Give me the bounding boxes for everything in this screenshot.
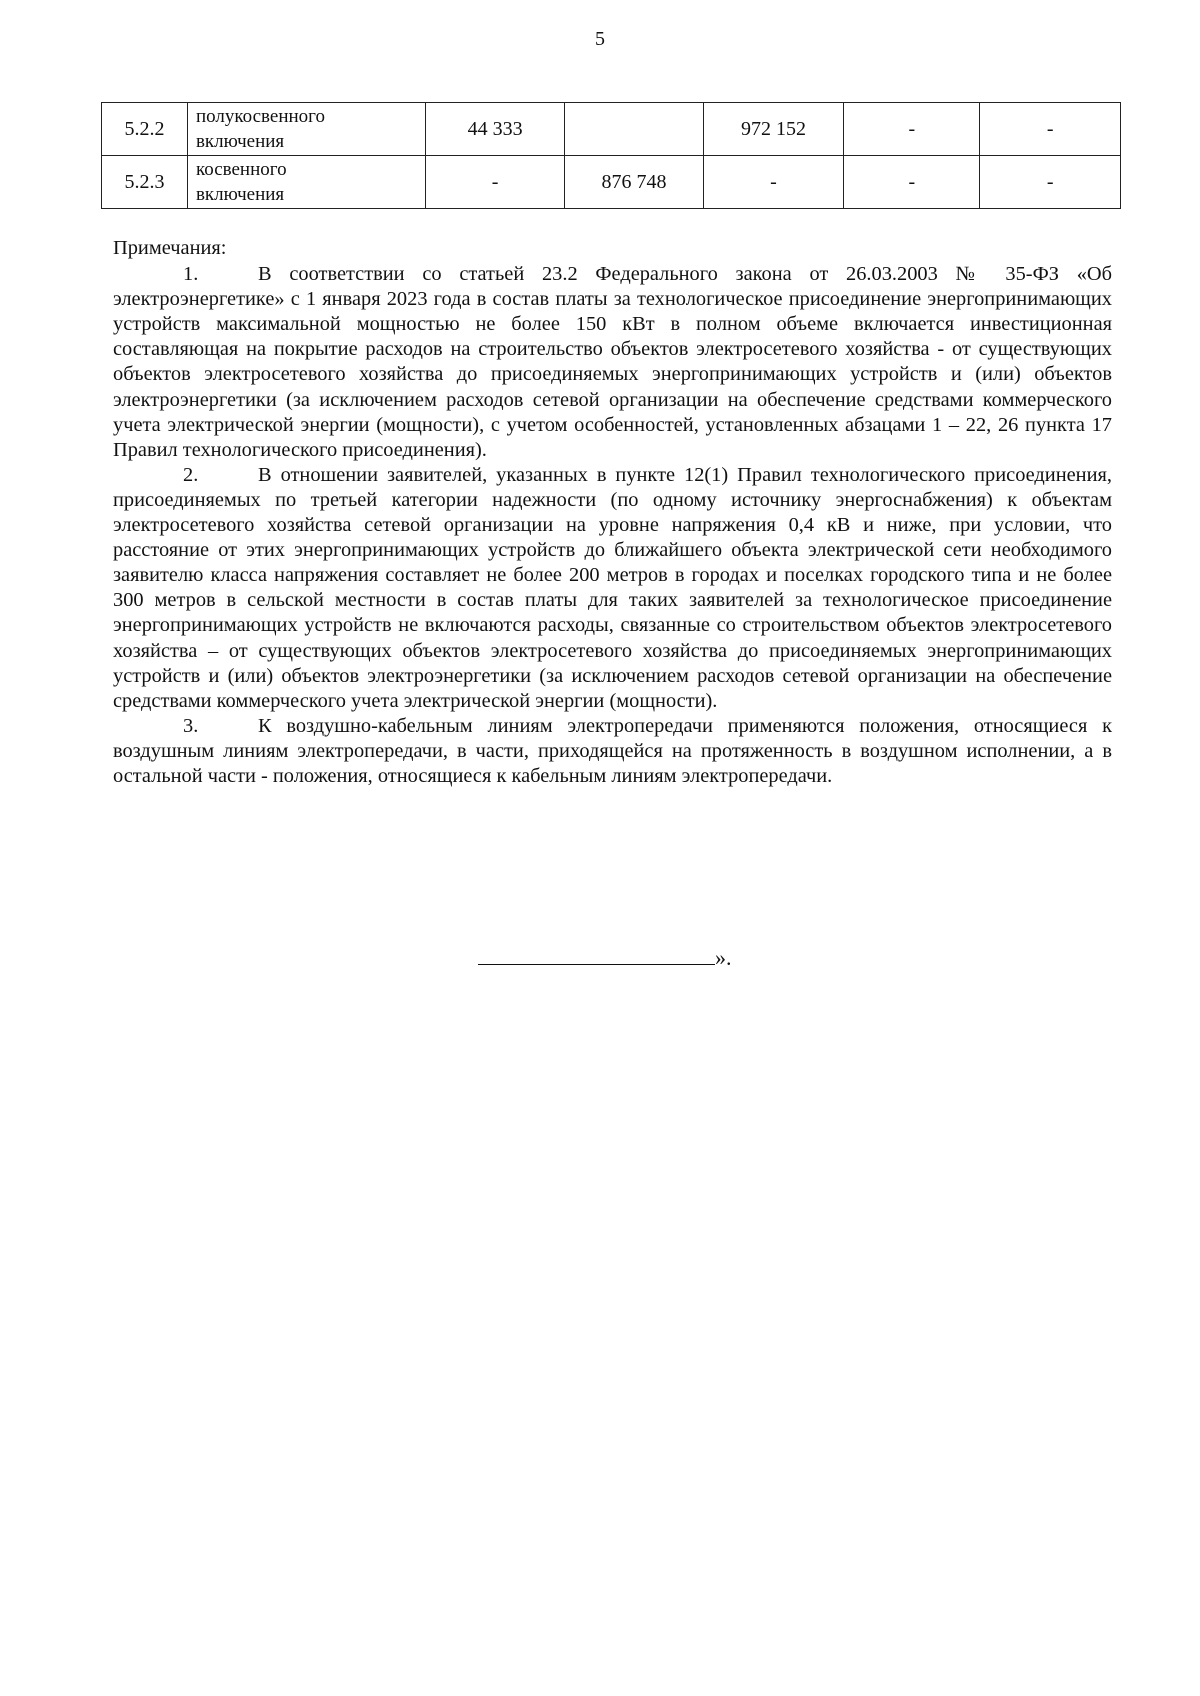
note-item (113, 463, 1112, 714)
row-label-line: полукосвенного (195, 106, 325, 127)
row-label-line: включения (195, 184, 285, 205)
note-text-line: к кабельным линиям электропередачи. (496, 764, 833, 787)
row-label (187, 103, 425, 156)
row-label (187, 156, 425, 209)
table-cell: 876 748 (565, 156, 703, 209)
page-number: 5 (595, 28, 605, 50)
closing-quote: ». (715, 945, 732, 970)
notes-list (113, 262, 1112, 789)
note-text-line: не включаются расходы, связанные со строительством объектов электросетевого хозяйства – (113, 614, 1112, 662)
note-text-line: включается инвестиционная составляющая на покрытие расходов на строительство объектов (113, 313, 1113, 361)
note-text-line: В отношении заявителей, указанных в пункте 12(1) Правил технологического (258, 463, 966, 486)
closing-signature-line (478, 945, 732, 971)
row-label-line: включения (195, 131, 285, 152)
table-cell: - (980, 156, 1121, 209)
table-cell (565, 103, 703, 156)
table-row (102, 103, 1121, 156)
note-number: 2. (183, 463, 199, 486)
note-paragraph (113, 714, 1112, 789)
blank-line (478, 946, 715, 965)
note-text-line: воздушным линиям электропередачи, в части, приходящейся (113, 739, 663, 762)
note-paragraph (113, 262, 1112, 463)
row-code: 5.2.2 (102, 103, 188, 156)
note-text-line: на обеспечение средствами коммерческого учета электрической энергии (мощности). (113, 664, 1113, 712)
note-text-line: энергопринимающих устройств максимальной мощностью не более 150 кВт в полном объеме (113, 288, 1112, 336)
note-text-line: электрической сети необходимого заявителю класса напряжения составляет не более (113, 539, 1112, 587)
note-number: 1. (183, 263, 199, 286)
note-text-line: устройств и (или) объектов электроэнергетики (за исключением расходов сетевой организации (113, 664, 968, 687)
table-cell: - (425, 156, 564, 209)
note-text-line: платы для таких заявителей за технологическое присоединение энергопринимающих устройств (113, 589, 1112, 637)
row-label-line: косвенного (195, 159, 287, 180)
table-cell: - (980, 103, 1121, 156)
notes-title: Примечания: (113, 237, 227, 259)
table-row (102, 156, 1121, 209)
note-text-line: К воздушно-кабельным линиям электропередачи применяются положения, относящиеся к (258, 714, 1112, 737)
table-cell: 972 152 (703, 103, 843, 156)
table-cell: - (703, 156, 843, 209)
note-text-line: на протяженность в воздушном исполнении, а в остальной части - положения, относящиеся (113, 739, 1112, 787)
note-text-line: «Об электроэнергетике» с 1 января 2023 года в состав платы за технологическое присоединение (113, 263, 1112, 311)
table-cell: 44 333 (425, 103, 564, 156)
tariff-table (101, 102, 1121, 209)
note-text-line: до присоединяемых энергопринимающих устройств и (или) объектов электроэнергетики (113, 363, 1112, 411)
note-number: 3. (183, 714, 199, 737)
note-text-line: 200 метров в городах и поселках городского типа и не более 300 метров в сельской местности в состав (113, 564, 1112, 612)
note-text-line: от существующих объектов электросетевого хозяйства до присоединяемых энергопринимающих (228, 639, 1112, 662)
note-text-line: 1 – 22, 26 пункта 17 Правил технологического присоединения). (113, 413, 1112, 461)
note-item (113, 714, 1112, 789)
note-text-line: кВ и ниже, при условии, что расстояние от этих энергопринимающих устройств до ближайшего объекта (113, 514, 1113, 562)
note-text-line: присоединения, присоединяемых по третьей категории надежности (по одному источнику (113, 463, 1112, 511)
row-code: 5.2.3 (102, 156, 188, 209)
note-text-line: В соответствии со статьей 23.2 Федерального закона от 26.03.2003 № 35-ФЗ (258, 263, 1059, 286)
table-cell: - (844, 156, 980, 209)
note-text-line: энергоснабжения) к объектам электросетевого хозяйства сетевой организации на уровне напряжения 0,4 (113, 488, 1112, 537)
note-item (113, 262, 1112, 463)
table-cell: - (844, 103, 980, 156)
note-paragraph (113, 463, 1112, 714)
notes-section (113, 236, 1112, 789)
note-text-line: (за исключением расходов сетевой организации на обеспечение средствами коммерческого учета (113, 388, 1112, 436)
note-text-line: электросетевого хозяйства - от существующих объектов электросетевого хозяйства (113, 338, 1112, 386)
note-text-line: электрической энергии (мощности), с учетом особенностей, установленных абзацами (167, 413, 926, 436)
